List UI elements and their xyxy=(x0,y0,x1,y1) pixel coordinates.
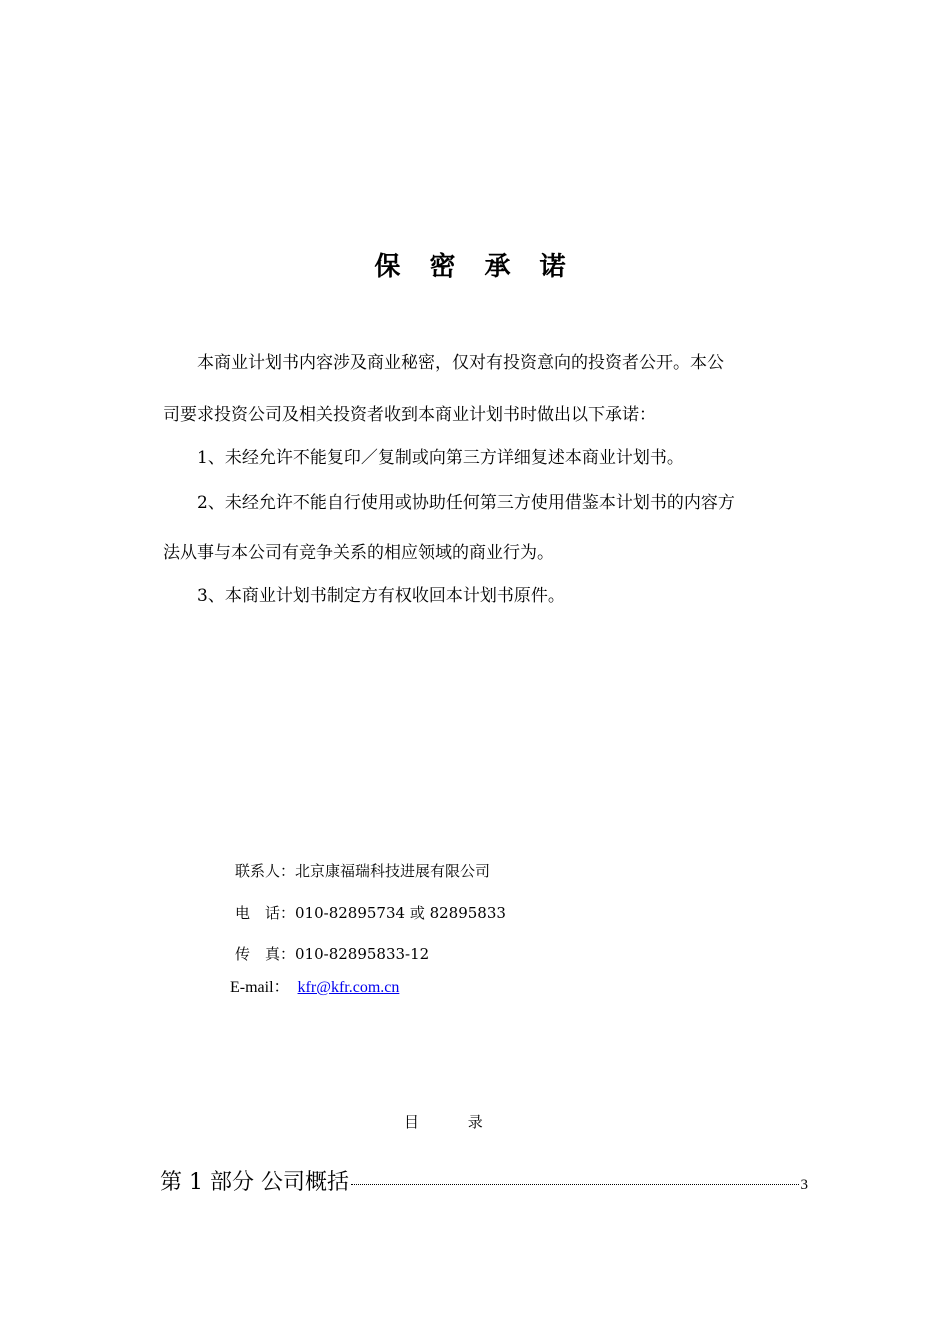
commitment-item-1: 1、未经允许不能复印／复制或向第三方详细复述本商业计划书。 xyxy=(163,448,684,468)
intro-paragraph-line-1: 本商业计划书内容涉及商业秘密，仅对有投资意向的投资者公开。本公 xyxy=(163,353,724,373)
email-label: E-mail： xyxy=(230,979,290,996)
intro-paragraph-line-2: 司要求投资公司及相关投资者收到本商业计划书时做出以下承诺： xyxy=(163,405,656,425)
contact-person: 联系人：北京康福瑞科技进展有限公司 xyxy=(235,862,491,880)
toc-entry[interactable] xyxy=(160,1165,808,1196)
commitment-item-2-line-1: 2、未经允许不能自行使用或协助任何第三方使用借鉴本计划书的内容方 xyxy=(163,493,735,513)
toc-leader-dots xyxy=(351,1183,799,1185)
contact-phone: 电 话：010-82895734 或 82895833 xyxy=(235,904,506,922)
commitment-item-2-line-2: 法从事与本公司有竞争关系的相应领域的商业行为。 xyxy=(163,543,554,563)
commitment-item-3: 3、本商业计划书制定方有权收回本计划书原件。 xyxy=(163,586,565,606)
toc-entry-title: 第 1 部分 公司概括 xyxy=(160,1170,349,1195)
email-link[interactable]: kfr@kfr.com.cn xyxy=(297,979,400,996)
toc-heading: 目 录 xyxy=(404,1113,505,1131)
toc-entry-page: 3 xyxy=(800,1177,808,1193)
contact-fax: 传 真：010-82895833-12 xyxy=(235,945,430,963)
page-title: 保 密 承 诺 xyxy=(374,252,576,282)
contact-email xyxy=(230,974,399,997)
